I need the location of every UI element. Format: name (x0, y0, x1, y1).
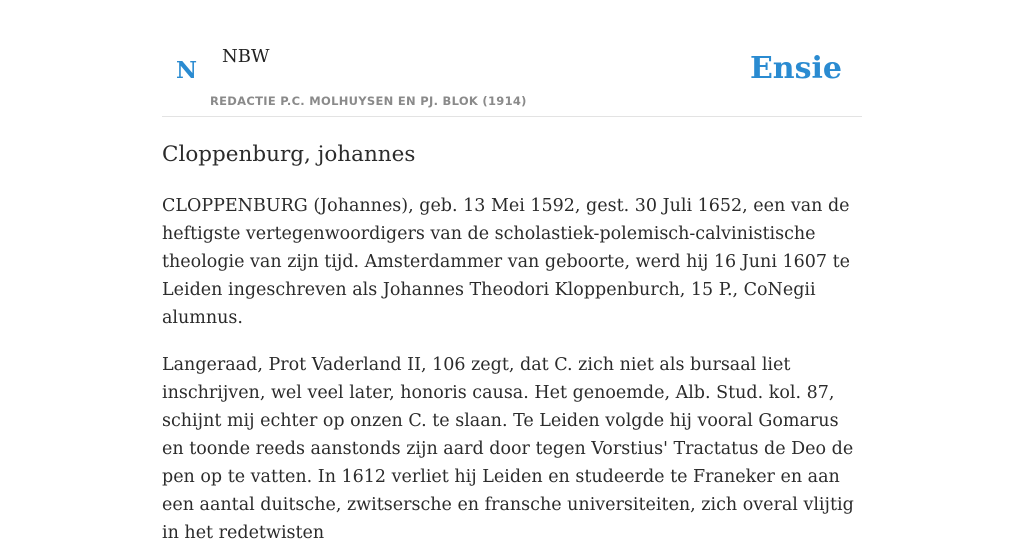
source-logo[interactable]: N (176, 57, 198, 84)
ensie-brand-link[interactable]: Ensie (749, 51, 842, 86)
article (162, 140, 862, 547)
source-title[interactable]: NBW (222, 46, 270, 67)
article-title: Cloppenburg, johannes (162, 142, 416, 167)
source-editors: REDACTIE P.C. MOLHUYSEN EN PJ. BLOK (1914) (210, 94, 527, 108)
article-paragraph: Langeraad, Prot Vaderland II, 106 zegt, dat C. zich niet als bursaal liet inschrijven, wel veel later, honoris causa. Het genoemde, Alb. Stud. kol. 87, schijnt mij echter op onzen C. te slaan. Te Leiden volgde hij vooral Gomarus en toonde reeds aanstonds zijn aard door tegen Vorstius' Tractatus de Deo de pen op te vatten. In 1612 verliet hij Leiden en studeerde te Franeker en aan een aantal duitsche, zwitsersche en fransche universiteiten, zich overal vlijtig in het redetwisten (162, 355, 854, 543)
article-paragraph: CLOPPENBURG (Johannes), geb. 13 Mei 1592, gest. 30 Juli 1652, een van de heftigste vertegenwoordigers van de scholastiek-polemisch-calvinistische theologie van zijn tijd. Amsterdammer van geboorte, werd hij 16 Juni 1607 te Leiden ingeschreven als Johannes Theodori Kloppenburch, 15 P., CoNegii alumnus. (162, 196, 850, 328)
site-header (162, 0, 862, 117)
